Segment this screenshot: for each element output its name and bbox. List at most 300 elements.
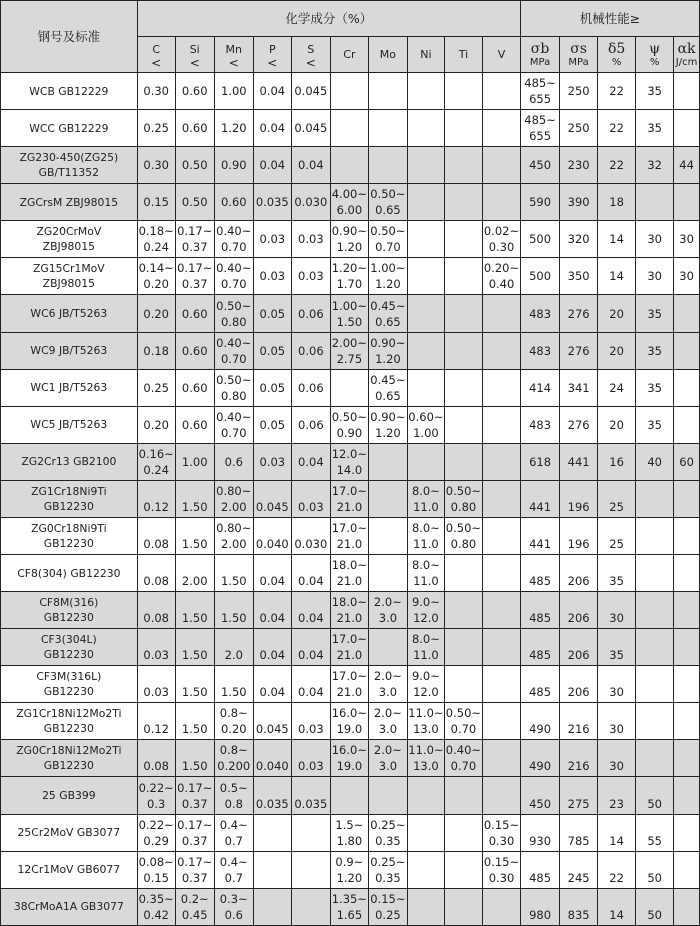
chem-value-cell: 0.40~ 0.70 [214,258,253,295]
element-header-ni [407,37,444,73]
chem-value-cell: 0.20 [137,406,175,443]
chem-value-cell [368,110,407,147]
mech-value-cell: 485~ 655 [521,110,560,147]
chem-value-cell: 0.17~ 0.37 [175,814,214,851]
grade-cell: WCC GB12229 [1,110,138,147]
grade-cell: WC9 JB/T5263 [1,332,138,369]
mech-value-cell [636,703,674,740]
grade-cell: CF3(304L) GB12230 [1,629,138,666]
chem-value-cell [330,110,368,147]
chem-value-cell [482,703,520,740]
chem-value-cell: 0.50 [175,184,214,221]
chem-value-cell: 1.50 [175,740,214,777]
chem-value-cell: 0.04 [253,73,291,110]
chem-value-cell: 0.035 [253,184,291,221]
mech-value-cell: 25 [598,517,636,554]
chem-value-cell: 16.0~ 19.0 [330,703,368,740]
mech-value-cell: 22 [598,147,636,184]
chem-value-cell: 0.50~ 0.70 [444,703,482,740]
mech-symbol: ψ [649,41,661,57]
mech-value-cell [674,517,700,554]
chem-value-cell: 0.60 [214,184,253,221]
chem-value-cell [444,777,482,814]
chem-value-cell: 1.50 [175,480,214,517]
chem-value-cell: 0.4~ 0.7 [214,814,253,851]
mech-value-cell: 14 [598,814,636,851]
chem-value-cell [407,369,444,406]
chem-value-cell [407,295,444,332]
chem-value-cell: 0.04 [253,592,291,629]
chem-value-cell: 0.50~ 0.70 [368,221,407,258]
mech-value-cell: 483 [521,332,560,369]
chem-value-cell: 17.0~ 21.0 [330,480,368,517]
chem-value-cell [291,814,330,851]
chem-value-cell: 0.15~ 0.30 [482,851,520,888]
mech-value-cell [674,666,700,703]
chem-value-cell [407,443,444,480]
table-row [1,332,700,369]
grade-cell: ZG230-450(ZG25) GB/T11352 [1,147,138,184]
mech-value-cell [636,517,674,554]
chem-value-cell: 1.00 [214,73,253,110]
chem-value-cell: 0.40~ 0.70 [214,406,253,443]
mech-value-cell: 30 [674,221,700,258]
mech-symbol: σb [530,41,550,57]
chem-value-cell: 1.20 [214,110,253,147]
chem-value-cell: 0.03 [253,443,291,480]
chem-value-cell [444,555,482,592]
mech-value-cell: 980 [521,888,560,925]
chem-value-cell [407,73,444,110]
mech-value-cell: 22 [598,110,636,147]
element-header-s [291,37,330,73]
chem-value-cell: 0.04 [253,555,291,592]
chem-value-cell: 0.03 [137,629,175,666]
mech-value-cell: 500 [521,221,560,258]
chem-value-cell [407,147,444,184]
mech-value-cell: 835 [560,888,598,925]
chem-value-cell [368,517,407,554]
chem-value-cell [368,147,407,184]
chem-value-cell: 1.5~ 1.80 [330,814,368,851]
chem-value-cell [444,110,482,147]
mech-value-cell [674,592,700,629]
chem-value-cell [407,221,444,258]
chem-value-cell: 0.045 [291,110,330,147]
chem-value-cell: 0.05 [253,369,291,406]
chem-value-cell: 0.05 [253,406,291,443]
chem-value-cell [482,73,520,110]
mech-value-cell: 16 [598,443,636,480]
mech-value-cell [674,295,700,332]
chem-value-cell [330,73,368,110]
chem-value-cell: 0.04 [291,443,330,480]
mech-value-cell: 23 [598,777,636,814]
chem-value-cell: 0.08 [137,592,175,629]
grade-cell: CF8M(316) GB12230 [1,592,138,629]
mech-value-cell: 35 [636,73,674,110]
chem-value-cell: 0.20~ 0.40 [482,258,520,295]
chem-value-cell: 0.04 [291,555,330,592]
mech-value-cell: 485 [521,629,560,666]
element-header-si [175,37,214,73]
chem-value-cell: 0.04 [253,666,291,703]
element-symbol: Mn [225,42,242,56]
chem-value-cell: 0.08 [137,555,175,592]
chem-value-cell: 2.0~ 3.0 [368,703,407,740]
chem-value-cell: 0.22~ 0.3 [137,777,175,814]
chem-value-cell: 0.17~ 0.37 [175,851,214,888]
chem-value-cell [407,777,444,814]
chem-value-cell [330,369,368,406]
chem-value-cell: 4.00~ 6.00 [330,184,368,221]
mech-value-cell [674,406,700,443]
mech-value-cell: 275 [560,777,598,814]
mech-value-cell [674,73,700,110]
chem-value-cell: 0.60 [175,332,214,369]
mech-value-cell: 490 [521,703,560,740]
chem-value-cell: 0.50~ 0.90 [330,406,368,443]
chem-value-cell: 0.045 [253,703,291,740]
mech-value-cell [674,369,700,406]
mech-value-cell [636,592,674,629]
chem-value-cell: 0.4~ 0.7 [214,851,253,888]
chem-value-cell [368,480,407,517]
mech-value-cell: 20 [598,295,636,332]
mech-symbol: σs [570,41,587,57]
grade-cell: WCB GB12229 [1,73,138,110]
less-than-mark: < [151,55,162,70]
table-row [1,369,700,406]
chem-value-cell [482,629,520,666]
chem-value-cell: 0.03 [291,258,330,295]
chem-value-cell: 0.80~ 2.00 [214,517,253,554]
mech-value-cell: 14 [598,258,636,295]
mech-value-cell: 35 [636,406,674,443]
chem-value-cell: 0.04 [253,110,291,147]
mech-value-cell: 14 [598,888,636,925]
mech-value-cell: 485 [521,555,560,592]
chem-value-cell: 0.90~ 1.20 [368,406,407,443]
chem-value-cell [444,888,482,925]
mech-value-cell: 60 [674,443,700,480]
chem-value-cell: 0.12 [137,703,175,740]
element-symbol: V [497,47,506,61]
chem-value-cell [368,555,407,592]
chem-value-cell: 9.0~ 12.0 [407,592,444,629]
chem-value-cell [444,295,482,332]
element-symbol: Cr [343,47,356,61]
mech-value-cell: 441 [521,517,560,554]
grade-cell: CF8(304) GB12230 [1,555,138,592]
chem-value-cell: 2.0 [214,629,253,666]
chem-value-cell [482,110,520,147]
chem-value-cell: 0.04 [291,147,330,184]
table-row [1,851,700,888]
mech-header-4 [674,37,700,73]
chem-value-cell [368,629,407,666]
mech-value-cell [636,666,674,703]
chem-value-cell [444,406,482,443]
table-row [1,592,700,629]
chem-value-cell: 0.03 [253,221,291,258]
chem-value-cell: 0.05 [253,295,291,332]
chem-value-cell: 0.03 [137,666,175,703]
chem-value-cell: 0.60 [175,73,214,110]
grade-cell: 38CrMoA1A GB3077 [1,888,138,925]
mech-value-cell: 276 [560,295,598,332]
chem-value-cell: 1.50 [214,592,253,629]
grade-cell: WC6 JB/T5263 [1,295,138,332]
chem-value-cell [253,814,291,851]
chem-value-cell [368,777,407,814]
table-row [1,258,700,295]
chem-value-cell [444,592,482,629]
mech-value-cell: 590 [521,184,560,221]
mech-value-cell [674,703,700,740]
chem-value-cell [330,777,368,814]
less-than-mark: < [189,55,200,70]
mech-value-cell: 14 [598,221,636,258]
mech-header-0 [521,37,560,73]
mech-value-cell: 35 [636,110,674,147]
mech-header-3 [636,37,674,73]
chem-value-cell: 0.04 [253,629,291,666]
grade-cell: ZG0Cr18Ni12Mo2Ti GB12230 [1,740,138,777]
mech-value-cell: 206 [560,592,598,629]
mech-value-cell: 450 [521,147,560,184]
chem-value-cell: 0.9~ 1.20 [330,851,368,888]
table-row [1,629,700,666]
chem-value-cell [482,777,520,814]
element-header-ti [444,37,482,73]
chem-value-cell: 0.40~ 0.70 [214,221,253,258]
grade-cell: ZG1Cr18Ni12Mo2Ti GB12230 [1,703,138,740]
chem-value-cell: 0.2~ 0.45 [175,888,214,925]
grade-cell: ZG15Cr1MoV ZBJ98015 [1,258,138,295]
chem-value-cell [330,147,368,184]
mech-value-cell: 206 [560,666,598,703]
table-row [1,73,700,110]
mechanical-properties-header: 机械性能≥ [521,1,700,37]
chem-value-cell: 0.14~ 0.20 [137,258,175,295]
chem-value-cell: 0.04 [291,666,330,703]
chem-value-cell [482,666,520,703]
mech-value-cell: 196 [560,517,598,554]
chem-value-cell: 0.06 [291,406,330,443]
mech-value-cell: 35 [636,295,674,332]
mech-value-cell: 485 [521,592,560,629]
mech-value-cell: 206 [560,555,598,592]
chem-value-cell: 0.040 [253,517,291,554]
mech-value-cell: 35 [636,369,674,406]
grade-cell: ZG1Cr18Ni9Ti GB12230 [1,480,138,517]
grade-cell: ZGCrsM ZBJ98015 [1,184,138,221]
mech-value-cell: 30 [674,258,700,295]
mech-value-cell [674,184,700,221]
table-body [1,73,700,926]
element-symbol: Ti [458,47,469,61]
mech-value-cell: 618 [521,443,560,480]
chem-value-cell: 1.50 [175,517,214,554]
mech-value-cell: 245 [560,851,598,888]
chem-value-cell [482,555,520,592]
chem-value-cell: 0.045 [291,73,330,110]
chem-value-cell [291,851,330,888]
mech-value-cell: 30 [598,740,636,777]
chem-value-cell: 0.25 [137,369,175,406]
chem-value-cell: 0.8~ 0.200 [214,740,253,777]
chem-value-cell: 0.45~ 0.65 [368,369,407,406]
chem-value-cell: 0.03 [253,258,291,295]
grade-cell: CF3M(316L) GB12230 [1,666,138,703]
element-symbol: C [152,42,161,56]
chem-value-cell: 0.040 [253,740,291,777]
chem-value-cell [407,184,444,221]
chem-value-cell: 17.0~ 21.0 [330,666,368,703]
grade-cell: ZG2Cr13 GB2100 [1,443,138,480]
chem-value-cell: 0.50~ 0.80 [444,480,482,517]
mech-value-cell: 25 [598,480,636,517]
chem-value-cell [482,295,520,332]
chem-value-cell: 1.50 [175,703,214,740]
chem-value-cell [482,184,520,221]
chem-value-cell [482,332,520,369]
chem-value-cell: 0.15 [137,184,175,221]
chem-value-cell: 2.00~ 2.75 [330,332,368,369]
mech-value-cell [674,555,700,592]
chem-value-cell: 0.22~ 0.29 [137,814,175,851]
chem-value-cell: 0.30 [137,147,175,184]
less-than-mark: < [305,55,316,70]
mech-value-cell: 216 [560,703,598,740]
chem-value-cell: 0.045 [253,480,291,517]
mech-value-cell: 216 [560,740,598,777]
mech-unit: MPa [568,57,589,68]
grade-cell: 12Cr1MoV GB6077 [1,851,138,888]
chem-value-cell: 0.25~ 0.35 [368,851,407,888]
mech-value-cell [636,740,674,777]
chem-value-cell: 16.0~ 19.0 [330,740,368,777]
chem-value-cell: 0.3~ 0.6 [214,888,253,925]
mech-value-cell [636,184,674,221]
chem-value-cell [482,592,520,629]
chem-value-cell: 0.03 [291,221,330,258]
chem-value-cell [407,258,444,295]
chem-value-cell: 0.17~ 0.37 [175,258,214,295]
mech-value-cell: 40 [636,443,674,480]
chem-value-cell: 1.50 [175,592,214,629]
mech-symbol: αk [677,41,696,57]
mech-value-cell: 24 [598,369,636,406]
chem-value-cell [407,888,444,925]
table-row [1,147,700,184]
mech-value-cell [636,480,674,517]
less-than-mark: < [228,55,239,70]
chem-value-cell: 0.50 [175,147,214,184]
grade-cell: ZG0Cr18Ni9Ti GB12230 [1,517,138,554]
chem-value-cell: 0.15~ 0.30 [482,814,520,851]
chem-value-cell: 18.0~ 21.0 [330,592,368,629]
element-header-v [482,37,520,73]
mech-value-cell: 483 [521,295,560,332]
mech-value-cell [636,555,674,592]
chem-value-cell [444,147,482,184]
chem-value-cell: 8.0~ 11.0 [407,629,444,666]
chem-value-cell [407,851,444,888]
chem-value-cell: 0.60 [175,406,214,443]
chem-value-cell: 0.20 [137,295,175,332]
chem-value-cell [368,443,407,480]
mech-value-cell: 250 [560,73,598,110]
mech-value-cell: 50 [636,777,674,814]
chem-value-cell: 2.00 [175,555,214,592]
mech-value-cell: 20 [598,332,636,369]
table-row [1,814,700,851]
mech-value-cell: 230 [560,147,598,184]
chem-value-cell [368,73,407,110]
chem-value-cell: 0.035 [291,777,330,814]
mech-value-cell [674,740,700,777]
mech-value-cell: 276 [560,406,598,443]
chem-value-cell: 0.60 [175,369,214,406]
chem-value-cell [253,888,291,925]
chem-value-cell: 0.04 [291,592,330,629]
chem-value-cell [444,369,482,406]
chem-value-cell: 0.35~ 0.42 [137,888,175,925]
chem-value-cell [407,332,444,369]
mech-value-cell: 414 [521,369,560,406]
mech-value-cell: 30 [636,258,674,295]
mech-value-cell: 35 [636,332,674,369]
chem-value-cell [444,851,482,888]
chem-value-cell [407,110,444,147]
mech-value-cell: 22 [598,73,636,110]
mech-value-cell: 44 [674,147,700,184]
table-row [1,110,700,147]
chem-value-cell [482,406,520,443]
chem-value-cell: 17.0~ 21.0 [330,517,368,554]
chem-value-cell: 0.80~ 2.00 [214,480,253,517]
chem-value-cell: 0.02~ 0.30 [482,221,520,258]
chem-value-cell: 0.17~ 0.37 [175,221,214,258]
chem-value-cell: 0.8~ 0.20 [214,703,253,740]
grade-cell: WC1 JB/T5263 [1,369,138,406]
chem-value-cell: 0.18~ 0.24 [137,221,175,258]
chem-value-cell: 0.08 [137,517,175,554]
chem-value-cell: 8.0~ 11.0 [407,555,444,592]
mech-value-cell: 22 [598,851,636,888]
mech-value-cell [674,110,700,147]
mech-value-cell [674,851,700,888]
chem-value-cell: 1.50 [214,555,253,592]
mech-value-cell: 30 [598,703,636,740]
chem-value-cell: 0.40~ 0.70 [214,332,253,369]
grade-header: 钢号及标准 [1,1,138,73]
chem-value-cell [291,888,330,925]
mech-header-2 [598,37,636,73]
element-header-p [253,37,291,73]
table-row [1,888,700,925]
mech-value-cell: 18 [598,184,636,221]
chem-value-cell: 0.18 [137,332,175,369]
element-symbol: Ni [420,47,432,61]
chem-value-cell: 0.16~ 0.24 [137,443,175,480]
element-header-mn [214,37,253,73]
mech-value-cell: 485 [521,666,560,703]
mech-value-cell: 50 [636,888,674,925]
chem-value-cell: 11.0~ 13.0 [407,703,444,740]
